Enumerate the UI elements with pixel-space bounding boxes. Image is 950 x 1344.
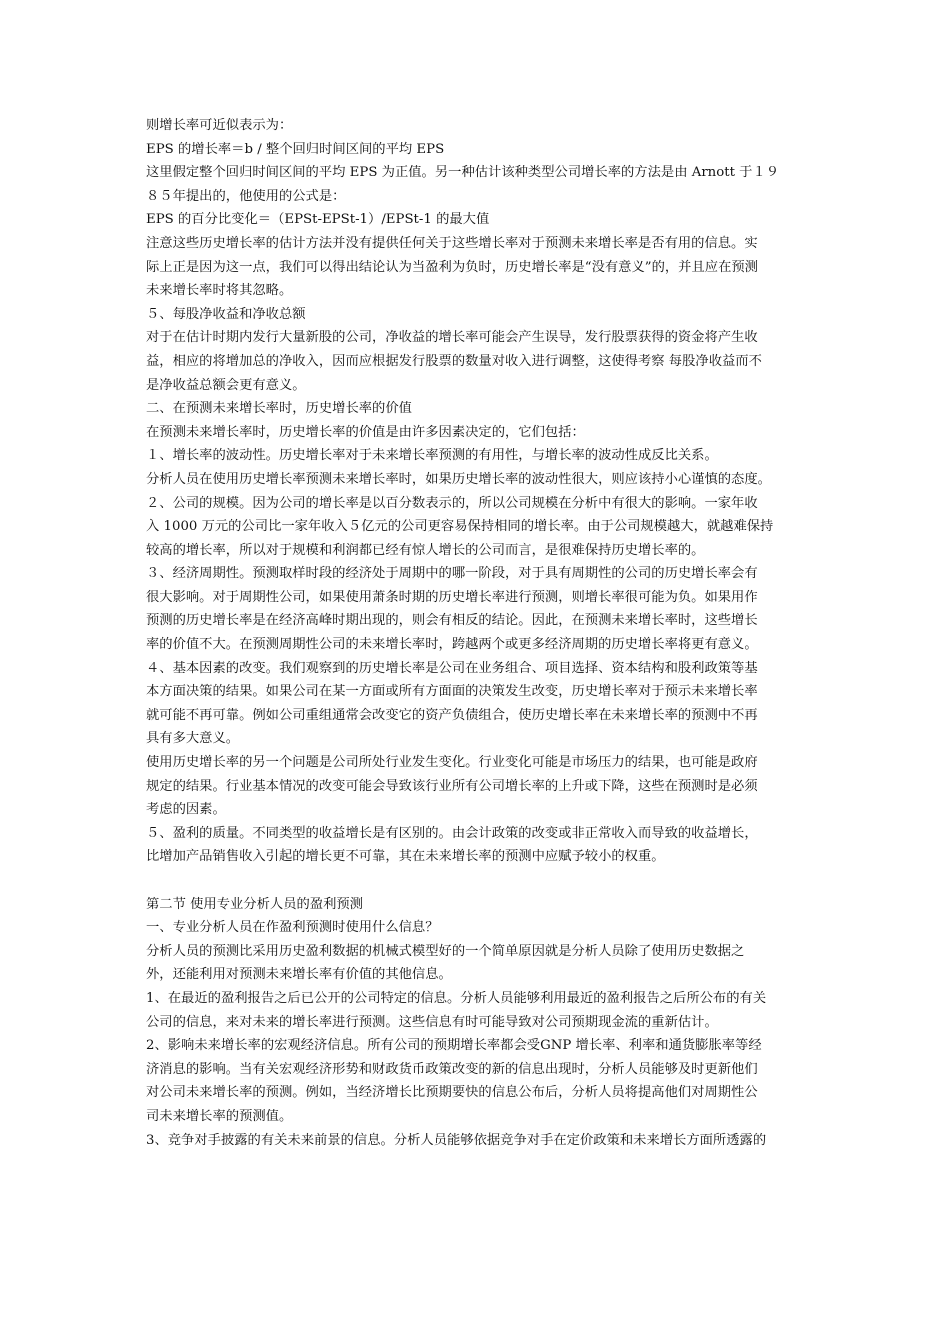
document-section-2 [146,893,826,1153]
text-line: 未来增长率时将其忽略。 [146,283,293,299]
text-line: 3、竞争对手披露的有关未来前景的信息。分析人员能够依据竞争对手在定价政策和未来增长方面所透露的 [146,1132,767,1148]
text-line: 第二节 使用专业分析人员的盈利预测 [146,896,363,912]
text-line: 率的价值不大。在预测周期性公司的未来增长率时，跨越两个或更多经济周期的历史增长率将更有意义。 [146,637,758,653]
document-page [146,114,826,1152]
text-line: ４、基本因素的改变。我们观察到的历史增长率是公司在业务组合、项目选择、资本结构和股利政策等基 [146,660,758,676]
text-line: 预测的历史增长率是在经济高峰时期出现的，则会有相反的结论。因此，在预测未来增长率时，这些增长 [146,613,758,629]
text-line: ２、公司的规模。因为公司的增长率是以百分数表示的，所以公司规模在分析中有很大的影响。一家年收 [146,495,758,511]
text-line: 就可能不再可靠。例如公司重组通常会改变它的资产负债组合，使历史增长率在未来增长率的预测中不再 [146,707,758,723]
text-line: 比增加产品销售收入引起的增长更不可靠，其在未来增长率的预测中应赋予较小的权重。 [146,849,665,865]
text-line: 1、在最近的盈利报告之后已公开的公司特定的信息。分析人员能够利用最近的盈利报告之后所公布的有关 [146,990,767,1006]
text-line: 二、在预测未来增长率时，历史增长率的价值 [146,401,412,417]
text-line: 2、影响未来增长率的宏观经济信息。所有公司的预期增长率都会受GNP 增长率、利率和通货膨胀率等经 [146,1038,762,1054]
text-line: 济消息的影响。当有关宏观经济形势和财政货币政策改变的新的信息出现时，分析人员能够及时更新他们 [146,1061,758,1077]
text-line: ８５年提出的，他使用的公式是： [146,188,346,204]
text-line: 这里假定整个回归时间区间的平均 EPS 为正值。另一种估计该种类型公司增长率的方法是由 Arnott 于１９ [146,165,780,181]
text-line: 是净收益总额会更有意义。 [146,377,306,393]
text-line: 在预测未来增长率时，历史增长率的价值是由许多因素决定的，它们包括： [146,424,585,440]
text-line: 际上正是因为这一点，我们可以得出结论认为当盈利为负时，历史增长率是“没有意义”的，并且应在预测 [146,259,758,275]
text-line: 则增长率可近似表示为： [146,118,293,133]
text-line: 公司的信息，来对未来的增长率进行预测。这些信息有时可能导致对公司预期现金流的重新估计。 [146,1014,718,1030]
document-section-1 [146,114,826,869]
text-line: 益，相应的将增加总的净收入，因而应根据发行股票的数量对收入进行调整，这使得考察 每股净收益而不 [146,353,762,369]
text-line: 司未来增长率的预测值。 [146,1108,293,1124]
text-line: 规定的结果。行业基本情况的改变可能会导致该行业所有公司增长率的上升或下降，这些在预测时是必须 [146,778,758,794]
text-line: EPS 的百分比变化＝（EPSt-EPSt-1）/EPSt-1 的最大值 [146,212,490,228]
text-line: ３、经济周期性。预测取样时段的经济处于周期中的哪一阶段，对于具有周期性的公司的历史增长率会有 [146,566,758,582]
text-line: ５、盈利的质量。不同类型的收益增长是有区别的。由会计政策的改变或非正常收入而导致的收益增长， [146,825,758,841]
text-line: 对于在估计时期内发行大量新股的公司，净收益的增长率可能会产生误导，发行股票获得的资金将产生收 [146,330,758,346]
paragraph-gap [146,869,826,893]
text-line: 本方面决策的结果。如果公司在某一方面或所有方面面的决策发生改变，历史增长率对于预示未来增长率 [146,684,758,700]
text-line: ５、每股净收益和净收总额 [146,306,306,322]
text-line: 考虑的因素。 [146,802,226,818]
text-line: 具有多大意义。 [146,731,240,747]
text-line: 使用历史增长率的另一个问题是公司所处行业发生变化。行业变化可能是市场压力的结果，也可能是政府 [146,755,758,771]
text-line: 较高的增长率，所以对于规模和利润都已经有惊人增长的公司而言，是很难保持历史增长率的。 [146,542,705,558]
text-line: EPS 的增长率＝b / 整个回归时间区间的平均 EPS [146,141,445,157]
text-line: 对公司未来增长率的预测。例如，当经济增长比预期要快的信息公布后，分析人员将提高他们对周期性公 [146,1085,758,1101]
text-line: 外，还能利用对预测未来增长率有价值的其他信息。 [146,967,452,983]
text-line: 分析人员的预测比采用历史盈利数据的机械式模型好的一个简单原因就是分析人员除了使用历史数据之 [146,943,745,959]
text-line: 一、专业分析人员在作盈利预测时使用什么信息？ [146,920,439,936]
text-line: 分析人员在使用历史增长率预测未来增长率时，如果历史增长率的波动性很大，则应该持小心谨慎的态度。 [146,471,771,487]
text-line: 注意这些历史增长率的估计方法并没有提供任何关于这些增长率对于预测未来增长率是否有用的信息。实 [146,235,758,251]
text-line: 很大影响。对于周期性公司，如果使用萧条时期的历史增长率进行预测，则增长率很可能为负。如果用作 [146,589,758,605]
text-line: １、增长率的波动性。历史增长率对于未来增长率预测的有用性，与增长率的波动性成反比关系。 [146,448,718,464]
text-line: 入 1000 万元的公司比一家年收入５亿元的公司更容易保持相同的增长率。由于公司规模越大，就越难保持 [146,519,774,535]
